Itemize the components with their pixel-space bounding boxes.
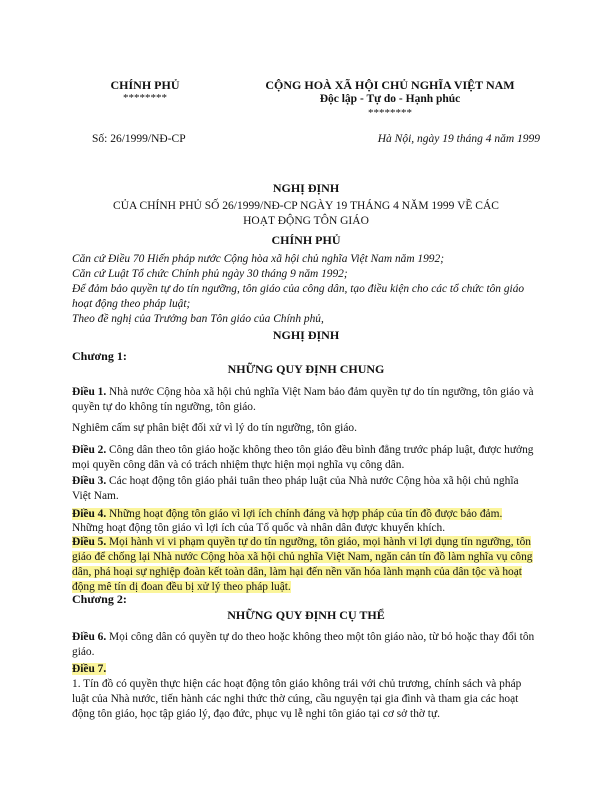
article-2 [72, 443, 540, 473]
issuer-stars: ******** [123, 92, 167, 104]
country-name: CỘNG HOÀ XÃ HỘI CHỦ NGHĨA VIỆT NAM [265, 78, 515, 92]
article-4-extra: Những hoạt động tôn giáo vì lợi ích của Tổ quốc và nhân dân được khuyến khích. [72, 522, 446, 534]
preamble-line: Căn cứ Điều 70 Hiến pháp nước Cộng hòa xã hội chủ nghĩa Việt Nam năm 1992; [72, 253, 444, 265]
decree-subtitle: CỦA CHÍNH PHỦ SỐ 26/1999/NĐ-CP NGÀY 19 THÁNG 4 NĂM 1999 VỀ CÁC HOẠT ĐỘNG TÔN GIÁO [113, 200, 499, 227]
article-5-label: Điều 5. [72, 536, 107, 548]
article-6-label: Điều 6. [72, 631, 107, 643]
chapter-1-label: Chương 1: [72, 349, 127, 363]
preamble-line: Theo đề nghị của Trưởng ban Tôn giáo của Chính phủ, [72, 313, 324, 325]
article-7 [72, 662, 540, 677]
article-4 [72, 507, 540, 522]
article-3-text: Các hoạt động tôn giáo phải tuân theo pháp luật của Nhà nước Cộng hòa xã hội chủ nghĩa Việt Nam. [72, 475, 519, 502]
article-5 [72, 535, 540, 595]
chapter-2-title: NHỮNG QUY ĐỊNH CỤ THỂ [227, 608, 385, 622]
place-date: Hà Nội, ngày 19 tháng 4 năm 1999 [377, 133, 540, 145]
article-3-label: Điều 3. [72, 475, 107, 487]
country-stars: ******** [368, 107, 412, 119]
article-1 [72, 385, 540, 415]
article-3 [72, 474, 540, 504]
article-2-label: Điều 2. [72, 444, 107, 456]
article-4-text: Những hoạt động tôn giáo vì lợi ích chính đáng và hợp pháp của tín đồ được bảo đảm. [106, 508, 503, 520]
country-motto: Độc lập - Tự do - Hạnh phúc [319, 93, 461, 105]
article-7-clause-1: 1. Tín đồ có quyền thực hiện các hoạt động tôn giáo không trái với chủ trương, chính sách và pháp luật của Nhà nước, tiến hành các nghi thức thờ cúng, cầu nguyện tại gia đình và tham gia các hoạt động tôn giáo, học tập giáo lý, đạo đức, phục vụ lễ nghi tôn giáo tại cơ sở thờ tự. [72, 678, 522, 720]
preamble-line: Để đảm bảo quyền tự do tín ngưỡng, tôn giáo của công dân, tạo điều kiện cho các tổ chức tôn giáo hoạt động theo pháp luật; [72, 283, 525, 310]
preamble-line: Căn cứ Luật Tổ chức Chính phủ ngày 30 tháng 9 năm 1992; [72, 268, 348, 280]
article-5-text: Mọi hành vi vi phạm quyền tự do tín ngưỡng, tôn giáo, mọi hành vi lợi dụng tín ngưỡng, tôn giáo để chống lại Nhà nước Cộng hòa xã hội chủ nghĩa Việt Nam, ngăn cản tín đồ làm nghĩa vụ công dân, phá hoại sự nghiệp đoàn kết toàn dân, làm hại đến nền văn hóa lành mạnh của dân tộc và hoạt động mê tín dị đoan đều bị xử lý theo pháp luật. [72, 536, 533, 593]
article-7-label: Điều 7. [72, 663, 107, 675]
article-1-extra: Nghiêm cấm sự phân biệt đối xử vì lý do tín ngưỡng, tôn giáo. [72, 422, 357, 434]
document-number: Số: 26/1999/NĐ-CP [92, 133, 186, 145]
article-1-text: Nhà nước Cộng hòa xã hội chủ nghĩa Việt Nam bảo đảm quyền tự do tín ngưỡng, tôn giáo và quyền tự do không tín ngưỡng, tôn giáo. [72, 386, 534, 413]
chapter-1-title: NHỮNG QUY ĐỊNH CHUNG [227, 362, 385, 376]
article-6-text: Mọi công dân có quyền tự do theo hoặc không theo một tôn giáo nào, từ bỏ hoặc thay đổi tôn giáo. [72, 631, 535, 658]
issuer-heading: CHÍNH PHỦ [271, 233, 341, 247]
preamble [72, 252, 532, 327]
article-4-label: Điều 4. [72, 508, 107, 520]
chapter-2-label: Chương 2: [72, 592, 127, 606]
issuer-name: CHÍNH PHỦ [110, 78, 180, 92]
article-1-label: Điều 1. [72, 386, 107, 398]
article-6 [72, 630, 540, 660]
decree-title: NGHỊ ĐỊNH [272, 181, 340, 195]
decree-heading: NGHỊ ĐỊNH [272, 328, 340, 342]
article-2-text: Công dân theo tôn giáo hoặc không theo tôn giáo đều bình đẳng trước pháp luật, được hưởng mọi quyền công dân và có trách nhiệm thực hiện mọi nghĩa vụ công dân. [72, 444, 534, 471]
